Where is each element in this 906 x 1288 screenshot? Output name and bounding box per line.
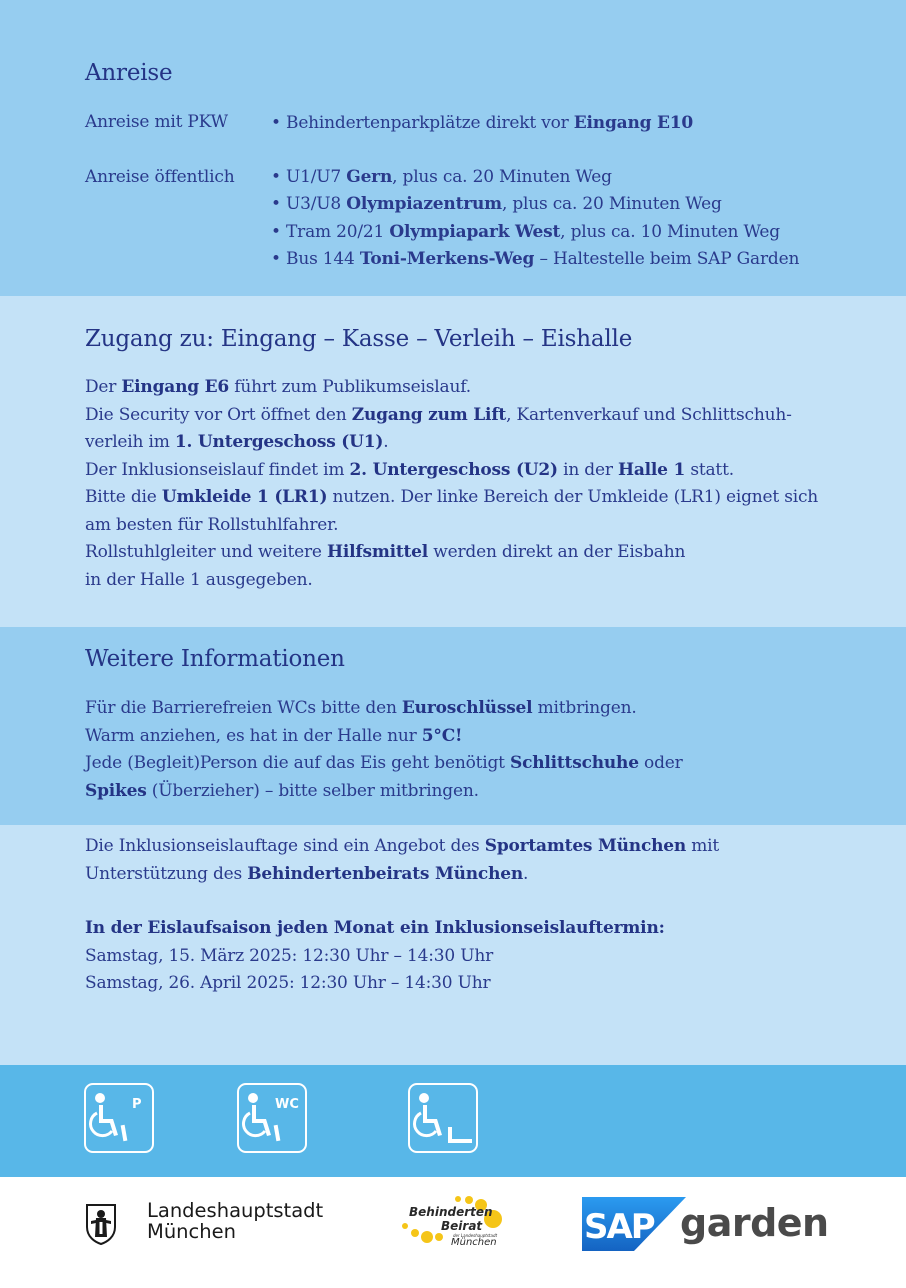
- wheelchair-parking-icon: [84, 1083, 154, 1153]
- text-run: , Kartenverkauf und Schlittschuh-: [506, 404, 792, 425]
- text-run: Die Inklusionseislauftage sind ein Angebot des: [85, 836, 485, 856]
- text-bold: Euroschlüssel: [401, 698, 533, 718]
- text-line: [85, 374, 818, 402]
- weitere-paragraph: [85, 695, 683, 805]
- text-bold: Sportamtes München: [484, 836, 687, 856]
- text-bold: Hilfsmittel: [326, 542, 429, 562]
- text-bold: Spikes: [85, 780, 147, 801]
- list-item-text: U3/U8: [286, 194, 347, 215]
- dates-heading: In der Eislaufsaison jeden Monat ein Inklusionseislauftermin:: [85, 918, 665, 938]
- text-run: nutzen. Der linke Bereich der Umkleide (LR1) eignet sich: [327, 487, 819, 507]
- list-item: • Bus 144 Toni-Merkens-Weg – Haltestelle beim SAP Garden: [271, 248, 800, 269]
- sap-garden-text: garden: [680, 1201, 829, 1245]
- munich-coat-of-arms-logo: [85, 1203, 117, 1249]
- text-run: Für die Barrierefreien WCs bitte den: [85, 698, 402, 718]
- list-item-text: U1/U7: [286, 167, 347, 187]
- text-line: [85, 861, 719, 889]
- anreise-title: Anreise: [85, 60, 173, 86]
- text-bold: 2. Untergeschoss (U2): [349, 459, 558, 480]
- list-item: • Behindertenparkplätze direkt vor Eingang E10: [271, 113, 694, 133]
- list-item-text: , plus ca. 20 Minuten Weg: [392, 167, 612, 187]
- zugang-paragraph: [85, 374, 818, 594]
- beirat-logo-line2: Beirat: [441, 1219, 483, 1233]
- text-run: Der Inklusionseislauf findet im: [85, 459, 350, 480]
- beirat-logo-line1: Behinderten: [409, 1205, 493, 1219]
- list-item-bold: Eingang E10: [573, 113, 694, 133]
- text-run: am besten für Rollstuhlfahrer.: [85, 514, 339, 535]
- city-logo-text: [147, 1200, 323, 1242]
- beirat-logo-line3: der Landeshauptstadt: [453, 1233, 498, 1238]
- text-line: [85, 833, 719, 861]
- text-bold: 5°C!: [421, 725, 463, 746]
- text-bold: Behindertenbeirats München: [247, 863, 523, 884]
- svg-text:SAP: SAP: [584, 1207, 654, 1247]
- city-logo-line2: München: [147, 1220, 236, 1243]
- list-item-bold: Gern: [346, 167, 393, 187]
- text-line: [85, 512, 818, 540]
- text-line: [85, 539, 818, 567]
- text-run: Bitte die: [85, 487, 162, 507]
- text-run: oder: [638, 753, 683, 773]
- list-item: • U1/U7 Gern, plus ca. 20 Minuten Weg: [271, 167, 612, 187]
- text-bold: 1. Untergeschoss (U1): [174, 432, 384, 452]
- list-item-text: – Haltestelle beim SAP Garden: [534, 248, 800, 269]
- date-1: Samstag, 15. März 2025: 12:30 Uhr – 14:30 Uhr: [85, 946, 494, 966]
- anreise-pkw-list: [271, 110, 693, 137]
- text-line: [85, 750, 683, 778]
- list-item: • Tram 20/21 Olympiapark West, plus ca. 10 Minuten Weg: [271, 221, 780, 242]
- text-run: .: [523, 863, 529, 884]
- weitere-title: Weitere Informationen: [85, 646, 345, 672]
- text-run: Rollstuhlgleiter und weitere: [85, 542, 327, 562]
- text-run: (Überzieher) – bitte selber mitbringen.: [146, 780, 479, 801]
- anreise-oepnv-label: Anreise öffentlich: [85, 167, 235, 187]
- text-line: [85, 695, 683, 723]
- text-run: Der: [85, 377, 122, 397]
- list-item-text: Bus 144: [286, 248, 360, 269]
- anreise-pkw-label: Anreise mit PKW: [85, 112, 228, 132]
- text-run: .: [383, 432, 389, 452]
- text-run: verleih im: [85, 432, 175, 452]
- text-line: [85, 457, 818, 485]
- sap-logo: [582, 1197, 686, 1255]
- list-item-text: Behindertenparkplätze direkt vor: [286, 113, 574, 133]
- info-paragraph: [85, 833, 719, 888]
- beirat-logo-line4: München: [451, 1237, 497, 1248]
- text-bold: Schlittschuhe: [510, 753, 639, 773]
- list-item-text: , plus ca. 20 Minuten Weg: [501, 194, 722, 215]
- list-item-bold: Olympiazentrum: [346, 194, 502, 215]
- svg-text:WC: WC: [275, 1097, 299, 1112]
- wheelchair-wc-icon: [237, 1083, 307, 1153]
- text-line: [85, 429, 818, 457]
- text-run: werden direkt an der Eisbahn: [428, 542, 686, 562]
- text-run: mitbringen.: [532, 698, 637, 718]
- wheelchair-glider-icon: [408, 1083, 478, 1153]
- list-item-text: , plus ca. 10 Minuten Weg: [560, 221, 780, 242]
- date-2: Samstag, 26. April 2025: 12:30 Uhr – 14:30 Uhr: [85, 973, 491, 993]
- city-logo-line1: Landeshauptstadt: [147, 1199, 324, 1222]
- list-item-text: Tram 20/21: [286, 221, 390, 242]
- text-line: [85, 402, 818, 430]
- text-run: Die Security vor Ort öffnet den: [85, 404, 352, 425]
- list-item: • U3/U8 Olympiazentrum, plus ca. 20 Minuten Weg: [271, 194, 722, 215]
- anreise-oepnv-list: [271, 164, 799, 273]
- text-bold: Umkleide 1 (LR1): [161, 487, 328, 507]
- text-line: [85, 484, 818, 512]
- text-run: Warm anziehen, es hat in der Halle nur: [85, 725, 422, 746]
- text-run: Unterstützung des: [85, 863, 248, 884]
- text-bold: Halle 1: [617, 459, 686, 480]
- text-run: in der: [557, 459, 618, 480]
- text-line: [85, 723, 683, 751]
- zugang-title: Zugang zu: Eingang – Kasse – Verleih – Eishalle: [85, 326, 633, 352]
- text-run: führt zum Publikumseislauf.: [229, 377, 471, 397]
- list-item-bold: Toni-Merkens-Weg: [359, 248, 535, 269]
- text-line: [85, 567, 818, 595]
- text-line: [85, 778, 683, 806]
- svg-text:P: P: [132, 1097, 142, 1112]
- text-run: mit: [686, 836, 720, 856]
- text-bold: Zugang zum Lift: [351, 404, 507, 425]
- text-run: Jede (Begleit)Person die auf das Eis geht benötigt: [85, 753, 510, 773]
- text-run: statt.: [685, 459, 734, 480]
- list-item-bold: Olympiapark West: [389, 221, 561, 242]
- text-bold: Eingang E6: [121, 377, 230, 397]
- text-run: in der Halle 1 ausgegeben.: [85, 569, 313, 590]
